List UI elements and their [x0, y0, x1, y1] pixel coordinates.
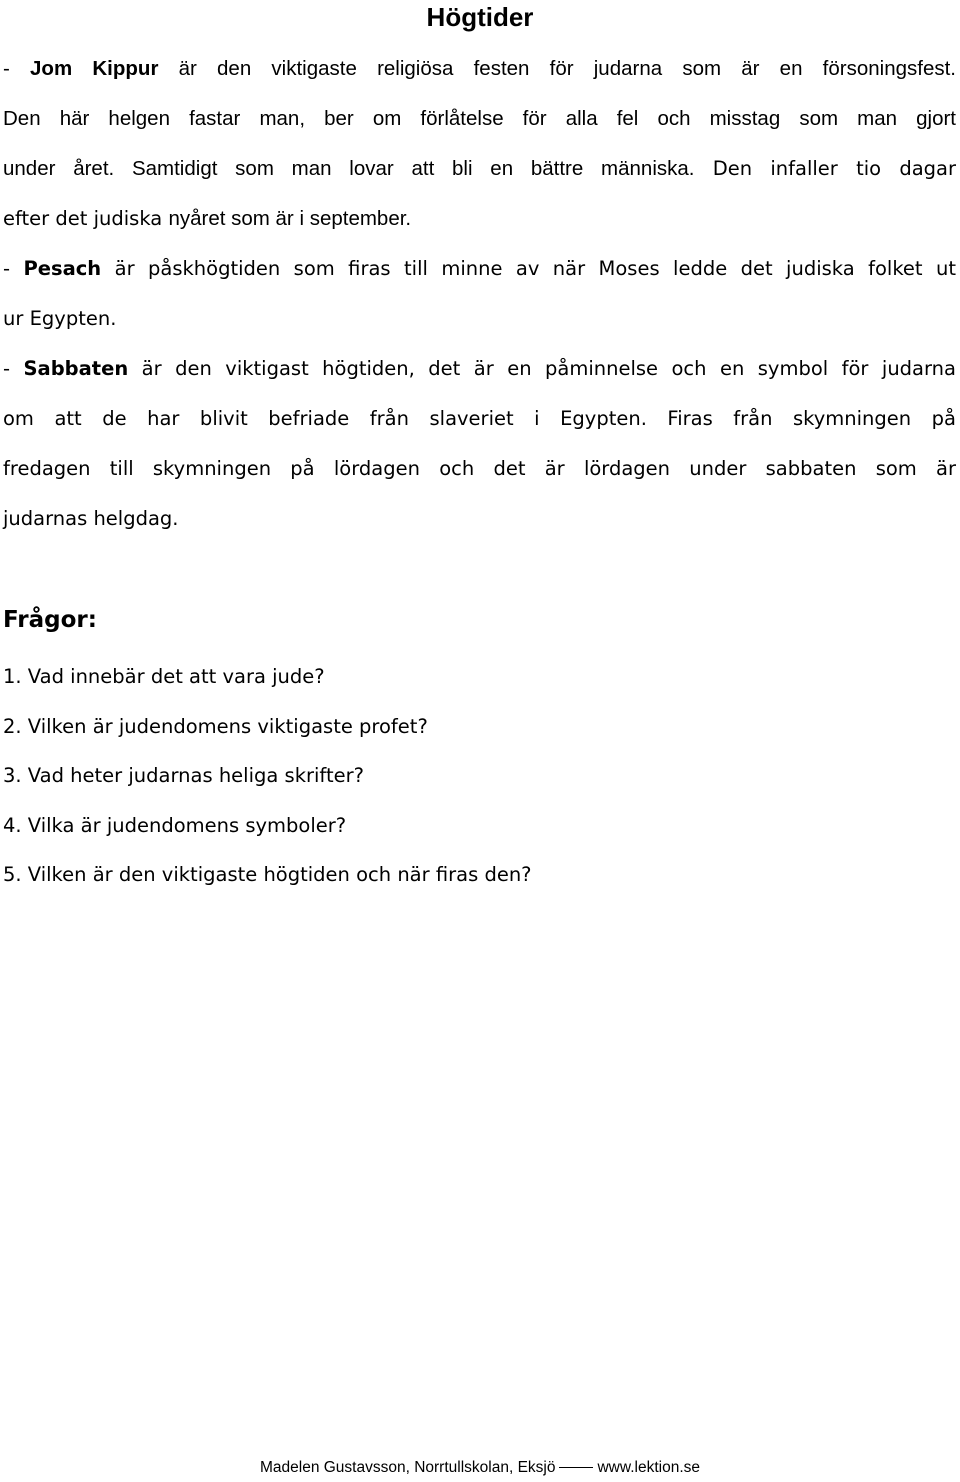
- sabbaten-line-3: fredagen till skymningen på lördagen och det är lördagen under sabbaten som är: [3, 457, 956, 480]
- paragraph-pesach: [3, 244, 956, 344]
- question-item: 1. Vad innebär det att vara jude?: [3, 665, 325, 688]
- question-item: 5. Vilken är den viktigaste högtiden och när firas den?: [3, 863, 532, 886]
- footer-dash: [559, 1467, 593, 1468]
- questions-heading: Frågor:: [3, 607, 97, 633]
- term-pesach: Pesach: [23, 257, 102, 280]
- page-title: Högtider: [426, 2, 534, 32]
- pesach-line-1: - Pesach är påskhögtiden som firas till minne av när Moses ledde det judiska folket ut: [3, 257, 956, 280]
- sabbaten-line-1: - Sabbaten är den viktigast högtiden, det är en påminnelse och en symbol för judarna: [3, 357, 956, 380]
- term-sabbaten: Sabbaten: [23, 357, 129, 380]
- jom-kippur-line-3: under året. Samtidigt som man lovar att bli en bättre människa. Den infaller tio dagar: [3, 157, 957, 180]
- pesach-line-2: ur Egypten.: [3, 307, 117, 330]
- sabbaten-line-4: judarnas helgdag.: [3, 507, 179, 530]
- questions-list: [3, 652, 532, 900]
- jom-kippur-line-4: efter det judiska nyåret som är i september.: [3, 207, 412, 230]
- footer-website: www.lektion.se: [597, 1459, 700, 1476]
- paragraph-sabbaten: [3, 344, 956, 544]
- term-jom-kippur: Jom Kippur: [30, 57, 159, 80]
- jom-kippur-line-2: Den här helgen fastar man, ber om förlåtelse för alla fel och misstag som man gjort: [3, 107, 956, 130]
- footer-author: Madelen Gustavsson, Norrtullskolan, Eksjö: [259, 1459, 556, 1476]
- question-item: 3. Vad heter judarnas heliga skrifter?: [3, 764, 364, 787]
- paragraph-jom-kippur: [3, 44, 956, 244]
- question-item: 4. Vilka är judendomens symboler?: [3, 813, 347, 837]
- question-item: 2. Vilken är judendomens viktigaste profet?: [3, 714, 428, 738]
- page-footer: [0, 1458, 960, 1478]
- sabbaten-line-2: om att de har blivit befriade från slaveriet i Egypten. Firas från skymningen på: [3, 407, 956, 430]
- jom-kippur-line-1: - Jom Kippur är den viktigaste religiösa festen för judarna som är en försoningsfest.: [3, 57, 956, 80]
